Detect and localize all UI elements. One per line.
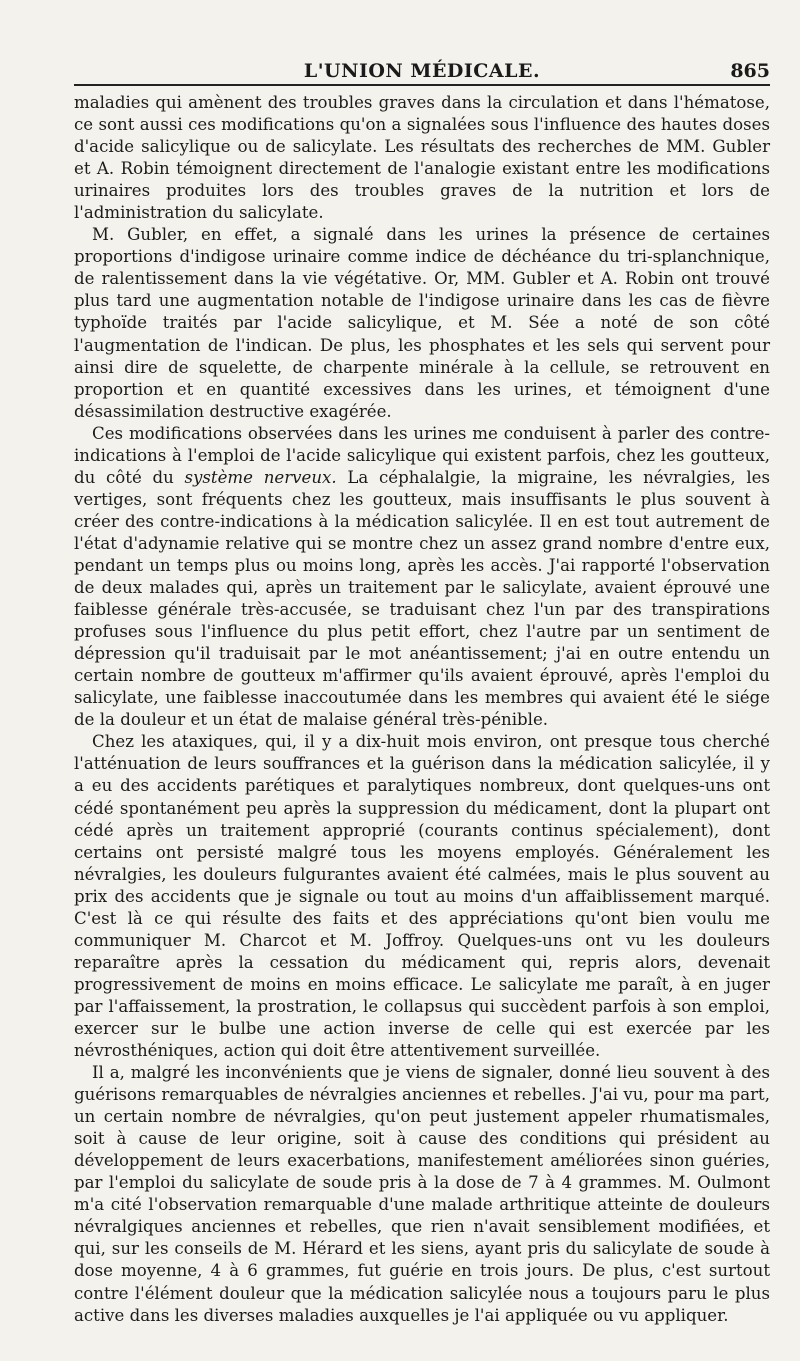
page-header: [74, 52, 770, 86]
paragraph-3: [74, 423, 770, 732]
paragraph-3-text-end: La céphalalgie, la migraine, les névralgies, les vertiges, sont fréquents chez les goutteux, mais insuffisants le plus souvent à créer des contre-indications à la médication salicylée. Il en est tout autrement de l'état d'adynamie relative qui se montre chez un assez grand nombre d'entre eux, pendant un temps plus ou moins long, après les accès. J'ai rapporté l'observation de deux malades qui, après un traitement par le salicylate, avaient éprouvé une faiblesse générale très-accusée, se traduisant chez l'un par des transpirations profuses sous l'influence du plus petit effort, chez l'autre par un sentiment de dépression qu'il traduisait par le mot anéantissement; j'ai en outre entendu un certain nombre de goutteux m'affirmer qu'ils avaient éprouvé, après l'emploi du salicylate, une faiblesse inaccoutumée dans les membres qui avaient été le siége de la douleur et un état de malaise général très-pénible.: [74, 467, 770, 730]
paragraph-2: M. Gubler, en effet, a signalé dans les urines la présence de certaines proportions d'indigose urinaire comme indice de déchéance du tri-splanchnique, de ralentissement dans la vie végétative. Or, MM. Gubler et A. Robin ont trouvé plus tard une augmentation notable de l'indigose urinaire dans les cas de fièvre typhoïde traités par l'acide salicylique, et M. Sée a noté de son côté l'augmentation de l'indican. De plus, les phosphates et les sels qui servent pour ainsi dire de squelette, de charpente minérale à la cellule, se retrouvent en proportion et en quantité excessives dans les urines, et témoignent d'une désassimilation destructive exagérée.: [74, 225, 770, 421]
page-number: 865: [730, 60, 770, 82]
paragraph-5: Il a, malgré les inconvénients que je viens de signaler, donné lieu souvent à des guérisons remarquables de névralgies anciennes et rebelles. J'ai vu, pour ma part, un certain nombre de névralgies, qu'on peut justement appeler rhumatismales, soit à cause de leur origine, soit à cause des conditions qui président au développement de leurs exacerbations, manifestement améliorées sinon guéries, par l'emploi du salicylate de soude pris à la dose de 7 à 4 grammes. M. Oulmont m'a cité l'observation remarquable d'une malade arthritique atteinte de douleurs névralgiques anciennes et rebelles, que rien n'avait sensiblement modifiées, et qui, sur les conseils de M. Hérard et les siens, ayant pris du salicylate de soude à dose moyenne, 4 à 6 grammes, fut guérie en trois jours. De plus, c'est surtout contre l'élément douleur que la médication salicylée nous a toujours paru le plus active dans les diverses maladies auxquelles je l'ai appliquée ou vu appliquer.: [74, 1063, 770, 1325]
paragraph-3-text-start: Ces modifications observées dans les urines me conduisent à parler des contre-indications à l'emploi de l'acide salicylique qui existent parfois, chez les goutteux, du côté du: [74, 423, 770, 487]
running-title: L'UNION MÉDICALE.: [303, 60, 541, 82]
article-body: [74, 92, 770, 1327]
paragraph-4: Chez les ataxiques, qui, il y a dix-huit mois environ, ont presque tous cherché l'atténuation de leurs souffrances et la guérison dans la médication salicylée, il y a eu des accidents parétiques et paralytiques nombreux, dont quelques-uns ont cédé spontanément peu après la suppression du médicament, dont la plupart ont cédé après un traitement approprié (courants continus spécialement), dont certains ont persisté malgré tous les moyens employés. Généralement les névralgies, les douleurs fulgurantes avaient été calmées, mais le plus souvent au prix des accidents que je signale ou tout au moins d'un affaiblissement marqué. C'est là ce qui résulte des faits et des appréciations qu'ont bien voulu me communiquer M. Charcot et M. Joffroy. Quelques-uns ont vu les douleurs reparaître après la cessation du médicament qui, repris alors, devenait progressivement de moins en moins efficace. Le salicylate me paraît, à en juger par l'affaissement, la prostration, le collapsus qui succèdent parfois à son emploi, exercer sur le bulbe une action inverse de celle qui est exercée par les névrosthéniques, action qui doit être attentivement surveillée.: [74, 732, 770, 1061]
paragraph-1: maladies qui amènent des troubles graves dans la circulation et dans l'hématose, ce sont aussi ces modifications qu'on a signalées sous l'influence des hautes doses d'acide salicylique ou de salicylate. Les résultats des recherches de MM. Gubler et A. Robin témoignent directement de l'analogie existant entre les modifications urinaires produites lors des troubles graves de la nutrition et lors de l'administration du salicylate.: [74, 93, 770, 223]
paragraph-3-emphasis: système nerveux.: [184, 467, 337, 487]
